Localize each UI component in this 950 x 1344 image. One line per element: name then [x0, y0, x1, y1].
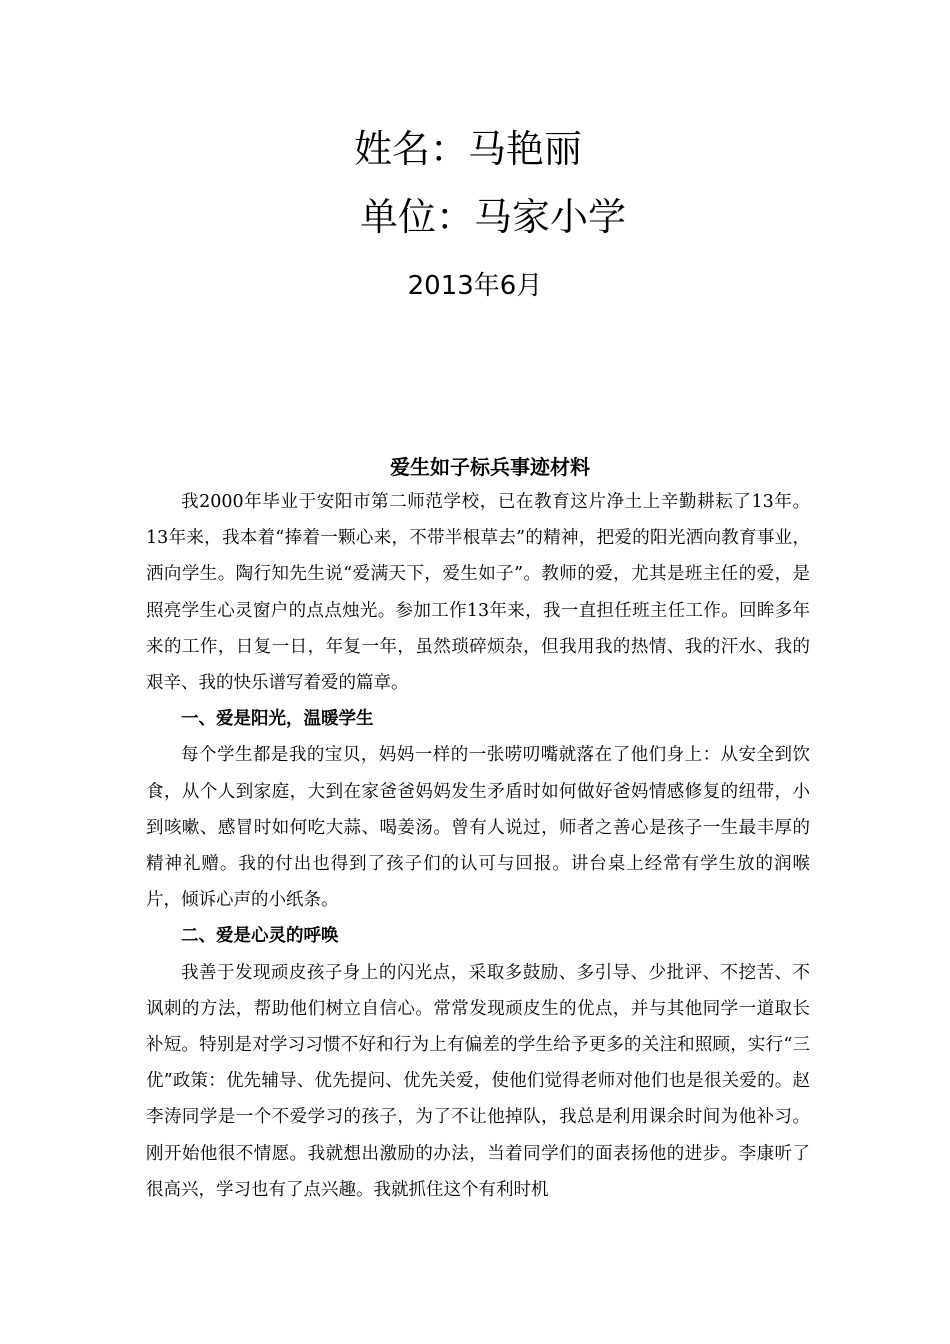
intro-paragraph: 我2000年毕业于安阳市第二师范学校，已在教育这片净土上辛勤耕耘了13年。13年来，我本着“捧着一颗心来，不带半根草去”的精神，把爱的阳光洒向教育事业，洒向学生。陶行知先生说“爱满天下，爱生如子”。教师的爱，尤其是班主任的爱，是照亮学生心灵窗户的点点烛光。参加工作13年来，我一直担任班主任工作。回眸多年来的工作，日复一日，年复一年，虽然琐碎烦杂，但我用我的热情、我的汗水、我的艰辛、我的快乐谱写着爱的篇章。 [146, 492, 810, 694]
document-title: 爱生如子标兵事迹材料 [390, 455, 590, 479]
section-1-heading: 一、爱是阳光，温暖学生 [181, 709, 374, 730]
document-body [146, 484, 810, 1208]
cover-date-line: 2013年6月 [407, 271, 543, 301]
section-1-paragraph: 每个学生都是我的宝贝，妈妈一样的一张唠叨嘴就落在了他们身上：从安全到饮食，从个人到家庭，大到在家爸爸妈妈发生矛盾时如何做好爸妈情感修复的纽带，小到咳嗽、感冒时如何吃大蒜、喝姜汤。曾有人说过，师者之善心是孩子一生最丰厚的精神礼赠。我的付出也得到了孩子们的认可与回报。讲台桌上经常有学生放的润喉片，倾诉心声的小纸条。 [146, 745, 810, 911]
cover-name-line: 姓名：马艳丽 [353, 127, 582, 171]
section-2-paragraph: 我善于发现顽皮孩子身上的闪光点，采取多鼓励、多引导、少批评、不挖苦、不讽刺的方法，帮助他们树立自信心。常常发现顽皮生的优点，并与其他同学一道取长补短。特别是对学习习惯不好和行为上有偏差的学生给予更多的关注和照顾，实行“三优”政策：优先辅导、优先提问、优先关爱，使他们觉得老师对他们也是很关爱的。赵李涛同学是一个不爱学习的孩子，为了不让他掉队，我总是利用课余时间为他补习。刚开始他很不情愿。我就想出激励的办法，当着同学们的面表扬他的进步。李康听了很高兴，学习也有了点兴趣。我就抓住这个有利时机 [146, 962, 810, 1200]
cover-unit-line: 单位：马家小学 [359, 195, 626, 239]
section-2-heading: 二、爱是心灵的呼唤 [181, 926, 339, 947]
